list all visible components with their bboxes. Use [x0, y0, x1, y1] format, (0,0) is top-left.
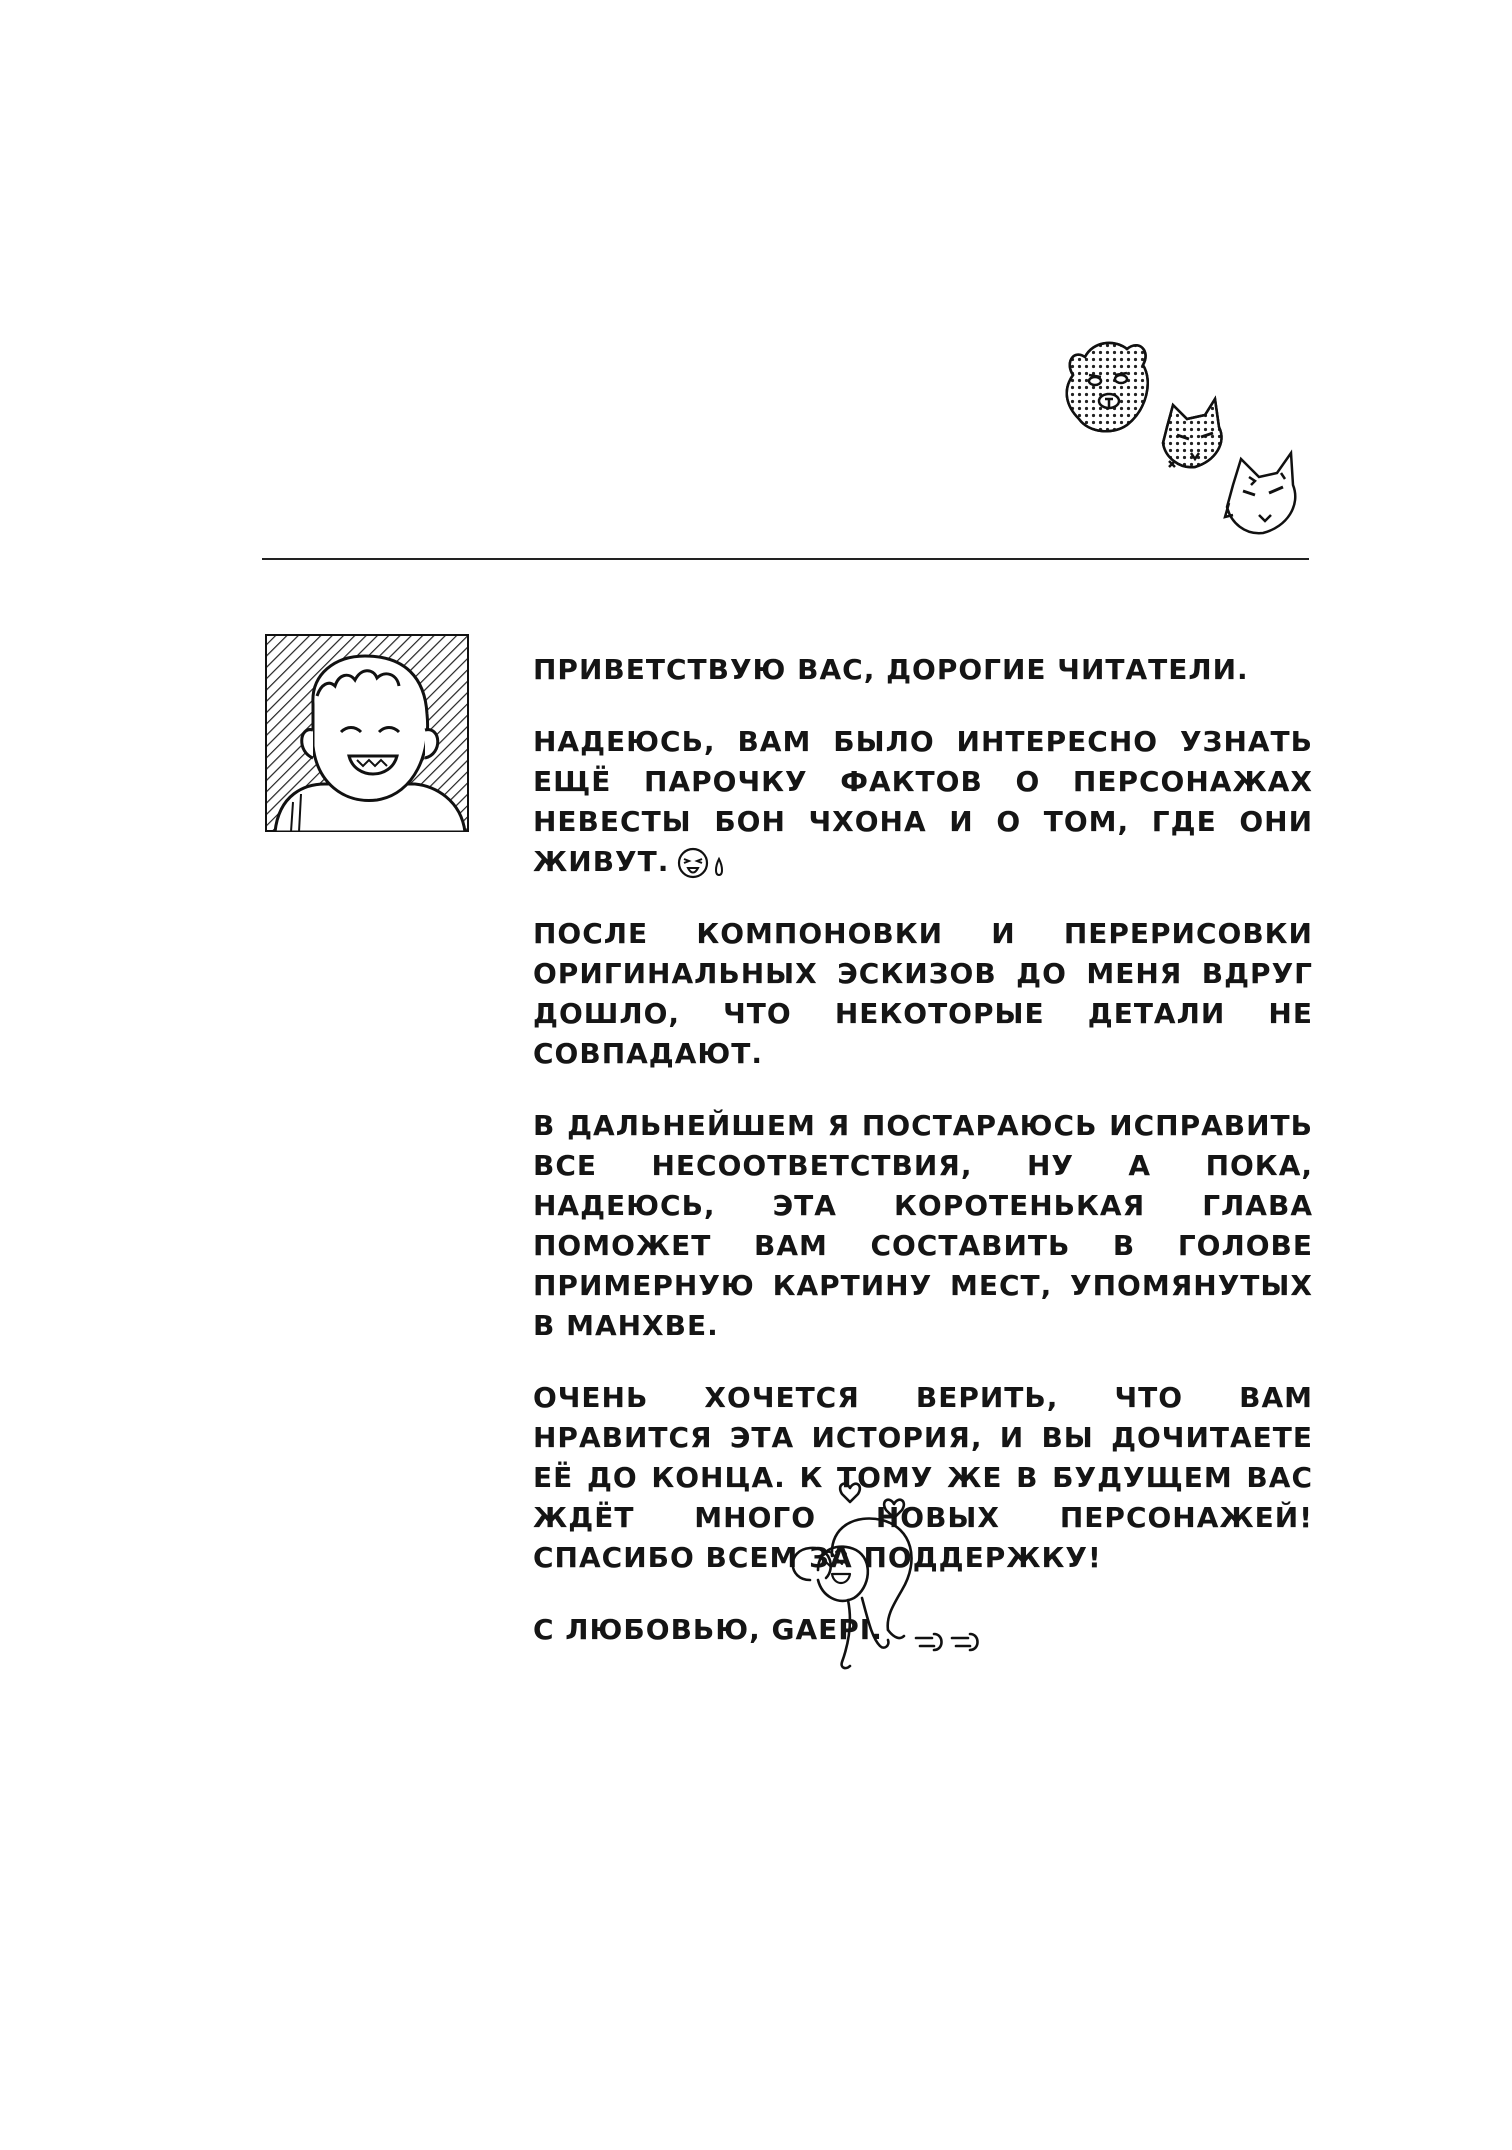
heart-icon [884, 1500, 904, 1518]
divider-line [262, 558, 1309, 560]
bear-mask-icon [1067, 343, 1148, 431]
paragraph-1-text: НАДЕЮСЬ, ВАМ БЫЛО ИНТЕРЕСНО УЗНАТЬ ЕЩЁ ПАРОЧКУ ФАКТОВ О ПЕРСОНАЖАХ НЕВЕСТЫ БОН ЧХОНА И О ТОМ, ГДЕ ОНИ ЖИВУТ. [533, 725, 1313, 878]
fox-mask-icon [1163, 399, 1222, 467]
sweat-smile-icon [675, 845, 729, 881]
paragraph-1 [533, 722, 1313, 882]
fox-mask-icon [1225, 453, 1295, 533]
paragraph-4: ОЧЕНЬ ХОЧЕТСЯ ВЕРИТЬ, ЧТО ВАМ НРАВИТСЯ ЭТА ИСТОРИЯ, И ВЫ ДОЧИТАЕТЕ ЕЁ ДО КОНЦА. К ТОМУ ЖЕ В БУДУЩЕМ ВАС ЖДЁТ МНОГО НОВЫХ ПЕРСОНАЖЕЙ! СПАСИБО ВСЕМ ЗА ПОДДЕРЖКУ! [533, 1381, 1313, 1574]
author-avatar [265, 634, 469, 832]
paragraph-2: ПОСЛЕ КОМПОНОВКИ И ПЕРЕРИСОВКИ ОРИГИНАЛЬНЫХ ЭСКИЗОВ ДО МЕНЯ ВДРУГ ДОШЛО, ЧТО НЕКОТОРЫЕ ДЕТАЛИ НЕ СОВПАДАЮТ. [533, 917, 1313, 1070]
paragraph-3: В ДАЛЬНЕЙШЕМ Я ПОСТАРАЮСЬ ИСПРАВИТЬ ВСЕ НЕСООТВЕТСТВИЯ, НУ А ПОКА, НАДЕЮСЬ, ЭТА КОРОТЕНЬКАЯ ГЛАВА ПОМОЖЕТ ВАМ СОСТАВИТЬ В ГОЛОВЕ ПРИМЕРНУЮ КАРТИНУ МЕСТ, УПОМЯНУТЫХ В МАНХВЕ. [533, 1109, 1313, 1342]
masks-illustration [1055, 335, 1315, 545]
greeting-text: ПРИВЕТСТВУЮ ВАС, ДОРОГИЕ ЧИТАТЕЛИ. [533, 653, 1249, 686]
running-character-illustration [770, 1470, 1030, 1700]
signoff-text: С ЛЮБОВЬЮ, GAEPI. [533, 1613, 883, 1646]
heart-icon [840, 1484, 860, 1502]
